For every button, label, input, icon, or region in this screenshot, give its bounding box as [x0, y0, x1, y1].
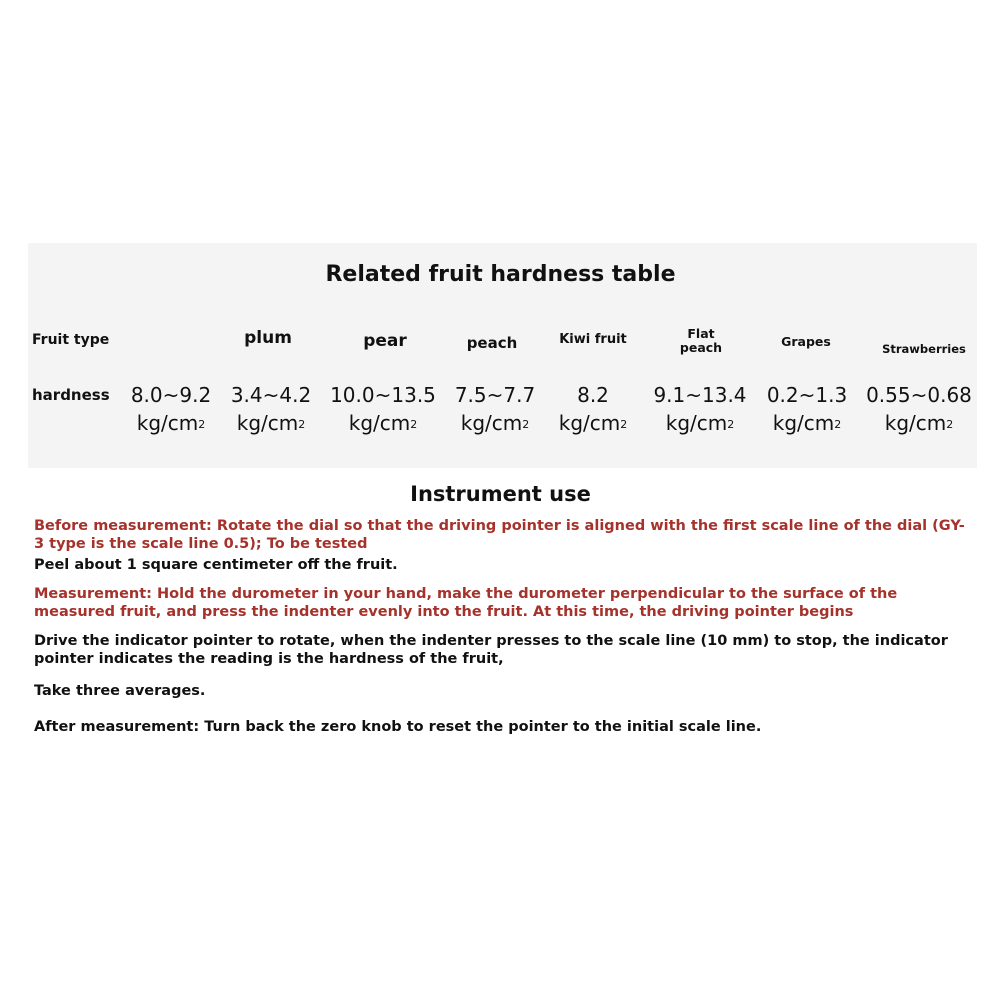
- hardness-unit: $kg/cm^2$: [558, 411, 628, 435]
- after-measurement-text: After measurement: Turn back the zero knob to reset the pointer to the initial scale line.: [34, 719, 762, 735]
- hardness-value: 3.4~4.2: [230, 383, 312, 407]
- hardness-unit: $kg/cm^2$: [665, 411, 735, 435]
- hardness-value: 9.1~13.4: [653, 383, 747, 407]
- hardness-unit: $kg/cm^2$: [136, 411, 206, 435]
- hardness-value-cell: [763, 381, 851, 437]
- peel-instruction-text: Peel about 1 square centimeter off the fruit.: [34, 557, 398, 573]
- hardness-value-cell: [550, 381, 636, 437]
- hardness-value: 10.0~13.5: [330, 383, 436, 407]
- hardness-value-cell: [650, 381, 750, 437]
- instrument-use-title: Instrument use: [410, 482, 591, 506]
- fruit-name-peach: peach: [466, 334, 518, 352]
- averages-text: Take three averages.: [34, 683, 206, 699]
- fruit-name-pear: pear: [363, 331, 407, 351]
- fruit-type-label: Fruit type: [32, 332, 110, 348]
- fruit-name-flat-peach: [661, 327, 741, 355]
- hardness-unit: $kg/cm^2$: [236, 411, 306, 435]
- hardness-unit: $kg/cm^2$: [348, 411, 418, 435]
- table-title: Related fruit hardness table: [325, 262, 676, 287]
- hardness-label: hardness: [32, 386, 110, 404]
- hardness-value-cell: [452, 381, 538, 437]
- fruit-name-plum: plum: [244, 328, 292, 348]
- hardness-value: 8.0~9.2: [130, 383, 212, 407]
- hardness-value: 0.55~0.68: [866, 383, 972, 407]
- hardness-value: 8.2: [577, 383, 609, 407]
- hardness-value-cell: [128, 381, 214, 437]
- before-measurement-text: Before measurement: Rotate the dial so that the driving pointer is aligned with the first scale line of the dial (GY-3 type is the scale line 0.5); To be tested: [34, 518, 965, 552]
- hardness-value: 7.5~7.7: [454, 383, 536, 407]
- flat-peach-line1: Flat: [687, 326, 715, 341]
- hardness-value-cell: [862, 381, 976, 437]
- hardness-unit: $kg/cm^2$: [460, 411, 530, 435]
- hardness-value-cell: [228, 381, 314, 437]
- fruit-name-kiwi: Kiwi fruit: [559, 332, 627, 347]
- fruit-name-grapes: Grapes: [781, 334, 831, 349]
- drive-pointer-text: Drive the indicator pointer to rotate, when the indenter presses to the scale line (10 mm) to stop, the indicator pointer indicates the reading is the hardness of the fruit,: [34, 633, 948, 667]
- hardness-unit: $kg/cm^2$: [772, 411, 842, 435]
- hardness-value-cell: [328, 381, 438, 437]
- measurement-text: Measurement: Hold the durometer in your hand, make the durometer perpendicular to the surface of the measured fruit, and press the indenter evenly into the fruit. At this time, the driving pointer begins: [34, 586, 898, 620]
- hardness-unit: $kg/cm^2$: [884, 411, 954, 435]
- flat-peach-line2: peach: [679, 339, 723, 355]
- hardness-value: 0.2~1.3: [766, 383, 848, 407]
- fruit-name-strawberries: Strawberries: [882, 342, 966, 356]
